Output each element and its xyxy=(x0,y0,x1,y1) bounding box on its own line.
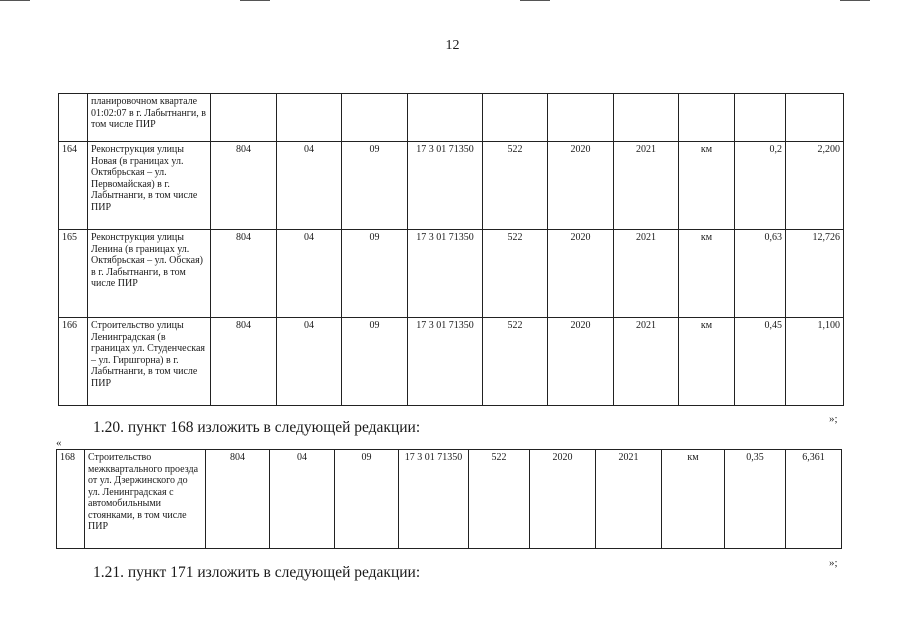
cell-c10: 2,200 xyxy=(786,142,844,230)
top-edge-mark xyxy=(520,0,550,1)
cell-name: Строительство межквартального проезда от ул. Дзержинского до ул. Ленинградская с автомобильными стоянками, в том числе ПИР xyxy=(85,450,206,549)
cell-c5: 522 xyxy=(469,450,530,549)
page-number: 12 xyxy=(445,38,460,53)
cell-c2: 04 xyxy=(277,230,342,318)
cell-c6 xyxy=(548,94,614,142)
cell-c1: 804 xyxy=(211,318,277,406)
opening-quote-mark: « xyxy=(56,437,62,449)
cell-name: Реконструкция улицы Ленина (в границах ул. Октябрьская – ул. Обская) в г. Лабытнанги, в том числе ПИР xyxy=(88,230,211,318)
top-edge-mark xyxy=(240,0,270,1)
table-row xyxy=(59,230,844,318)
top-edge-mark xyxy=(840,0,870,1)
cell-c5 xyxy=(483,94,548,142)
cell-c7 xyxy=(614,94,679,142)
cell-c3 xyxy=(342,94,408,142)
cell-c4: 17 3 01 71350 xyxy=(408,142,483,230)
cell-c5: 522 xyxy=(483,230,548,318)
cell-c4: 17 3 01 71350 xyxy=(408,230,483,318)
top-edge-mark xyxy=(0,0,30,1)
cell-c9: 0,35 xyxy=(725,450,786,549)
cell-c1: 804 xyxy=(211,230,277,318)
cell-c6: 2020 xyxy=(530,450,596,549)
cell-name: планировочном квартале 01:02:07 в г. Лабытнанги, в том числе ПИР xyxy=(88,94,211,142)
table-row xyxy=(59,142,844,230)
cell-c10: 1,100 xyxy=(786,318,844,406)
cell-c9 xyxy=(735,94,786,142)
cell-num: 168 xyxy=(57,450,85,549)
cell-c3: 09 xyxy=(335,450,399,549)
table-row xyxy=(57,450,842,549)
table-row xyxy=(59,318,844,406)
cell-c10: 6,361 xyxy=(786,450,842,549)
cell-num: 166 xyxy=(59,318,88,406)
cell-c3: 09 xyxy=(342,230,408,318)
cell-c8: км xyxy=(679,230,735,318)
cell-c4: 17 3 01 71350 xyxy=(399,450,469,549)
cell-name: Строительство улицы Ленинградская (в границах ул. Студенческая – ул. Гиршгорна) в г. Лабытнанги, в том числе ПИР xyxy=(88,318,211,406)
cell-num: 164 xyxy=(59,142,88,230)
cell-c1: 804 xyxy=(206,450,270,549)
cell-name: Реконструкция улицы Новая (в границах ул. Октябрьская – ул. Первомайская) в г. Лабытнанги, в том числе ПИР xyxy=(88,142,211,230)
cell-c5: 522 xyxy=(483,318,548,406)
cell-c2 xyxy=(277,94,342,142)
cell-c2: 04 xyxy=(277,142,342,230)
closing-quote-mark: »; xyxy=(829,557,838,569)
cell-c7: 2021 xyxy=(596,450,662,549)
cell-c1: 804 xyxy=(211,142,277,230)
cell-c8: км xyxy=(679,318,735,406)
cell-c6: 2020 xyxy=(548,142,614,230)
cell-c8: км xyxy=(662,450,725,549)
cell-c9: 0,63 xyxy=(735,230,786,318)
paragraph-1-21: 1.21. пункт 171 изложить в следующей редакции: xyxy=(93,564,421,581)
cell-c4: 17 3 01 71350 xyxy=(408,318,483,406)
cell-c2: 04 xyxy=(270,450,335,549)
cell-c8: км xyxy=(679,142,735,230)
cell-c6: 2020 xyxy=(548,318,614,406)
cell-c10: 12,726 xyxy=(786,230,844,318)
cell-c3: 09 xyxy=(342,142,408,230)
cell-c9: 0,45 xyxy=(735,318,786,406)
table-bottom xyxy=(56,449,842,549)
cell-c7: 2021 xyxy=(614,318,679,406)
table-row xyxy=(59,94,844,142)
cell-c8 xyxy=(679,94,735,142)
table-top xyxy=(58,93,844,406)
cell-num xyxy=(59,94,88,142)
cell-c10 xyxy=(786,94,844,142)
cell-c3: 09 xyxy=(342,318,408,406)
cell-c5: 522 xyxy=(483,142,548,230)
cell-c7: 2021 xyxy=(614,230,679,318)
cell-c4 xyxy=(408,94,483,142)
cell-num: 165 xyxy=(59,230,88,318)
cell-c7: 2021 xyxy=(614,142,679,230)
cell-c1 xyxy=(211,94,277,142)
paragraph-1-20: 1.20. пункт 168 изложить в следующей редакции: xyxy=(93,419,421,436)
cell-c6: 2020 xyxy=(548,230,614,318)
closing-quote-mark: »; xyxy=(829,413,838,425)
cell-c2: 04 xyxy=(277,318,342,406)
cell-c9: 0,2 xyxy=(735,142,786,230)
